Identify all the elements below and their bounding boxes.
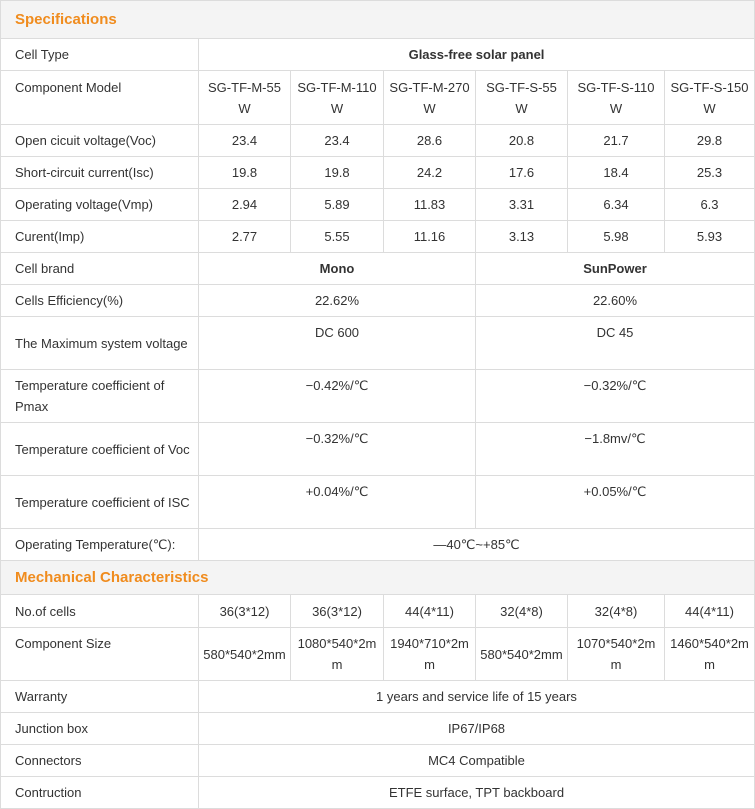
row-cell-type <box>1 39 755 71</box>
temp-voc-cell: −1.8mv/℃ <box>476 423 755 476</box>
row-component-model <box>1 71 755 125</box>
voc-cell: 23.4 <box>291 125 384 157</box>
row-label: Component Size <box>1 628 199 681</box>
row-imp <box>1 221 755 253</box>
row-temp-voc <box>1 423 755 476</box>
cells-cell: 44(4*11) <box>665 595 755 628</box>
efficiency-cell: 22.60% <box>476 285 755 317</box>
row-warranty <box>1 681 755 713</box>
model-cell: SG-TF-S-110W <box>568 71 665 125</box>
vmp-cell: 2.94 <box>199 189 291 221</box>
row-label: Cell Type <box>1 39 199 71</box>
section-header-mechanical <box>1 561 755 595</box>
temp-pmax-cell: −0.42%/℃ <box>199 370 476 423</box>
model-cell: SG-TF-S-55W <box>476 71 568 125</box>
row-cells <box>1 595 755 628</box>
row-isc <box>1 157 755 189</box>
cells-cell: 44(4*11) <box>384 595 476 628</box>
row-temp-pmax <box>1 370 755 423</box>
imp-cell: 5.98 <box>568 221 665 253</box>
temp-isc-cell: +0.04%/℃ <box>199 476 476 529</box>
row-max-voltage <box>1 317 755 370</box>
row-label: Temperature coefficient of Pmax <box>1 370 199 423</box>
cell-brand-mono: Mono <box>199 253 476 285</box>
size-cell: 1940*710*2mm <box>384 628 476 681</box>
efficiency-cell: 22.62% <box>199 285 476 317</box>
voc-cell: 29.8 <box>665 125 755 157</box>
row-label: Component Model <box>1 71 199 125</box>
row-junction-box <box>1 713 755 745</box>
temp-voc-cell: −0.32%/℃ <box>199 423 476 476</box>
row-label: No.of cells <box>1 595 199 628</box>
row-label: Open cicuit voltage(Voc) <box>1 125 199 157</box>
row-label: Operating Temperature(℃): <box>1 529 199 561</box>
cells-cell: 32(4*8) <box>476 595 568 628</box>
vmp-cell: 11.83 <box>384 189 476 221</box>
row-label: The Maximum system voltage <box>1 317 199 370</box>
vmp-cell: 6.34 <box>568 189 665 221</box>
row-label: Operating voltage(Vmp) <box>1 189 199 221</box>
voc-cell: 28.6 <box>384 125 476 157</box>
row-label: Short-circuit current(Isc) <box>1 157 199 189</box>
size-cell: 580*540*2mm <box>476 628 568 681</box>
voc-cell: 21.7 <box>568 125 665 157</box>
imp-cell: 5.93 <box>665 221 755 253</box>
cell-type-value: Glass-free solar panel <box>199 39 755 71</box>
row-voc <box>1 125 755 157</box>
max-voltage-cell: DC 45 <box>476 317 755 370</box>
model-cell: SG-TF-S-150W <box>665 71 755 125</box>
contruction-value: ETFE surface, TPT backboard <box>199 777 755 809</box>
imp-cell: 3.13 <box>476 221 568 253</box>
size-cell: 1070*540*2mm <box>568 628 665 681</box>
row-efficiency <box>1 285 755 317</box>
imp-cell: 5.55 <box>291 221 384 253</box>
model-cell: SG-TF-M-55W <box>199 71 291 125</box>
row-label: Cell brand <box>1 253 199 285</box>
voc-cell: 20.8 <box>476 125 568 157</box>
row-label: Curent(Imp) <box>1 221 199 253</box>
row-contruction <box>1 777 755 809</box>
size-cell: 580*540*2mm <box>199 628 291 681</box>
junction-value: IP67/IP68 <box>199 713 755 745</box>
isc-cell: 17.6 <box>476 157 568 189</box>
imp-cell: 11.16 <box>384 221 476 253</box>
section-header-specifications <box>1 1 755 39</box>
max-voltage-cell: DC 600 <box>199 317 476 370</box>
connectors-value: MC4 Compatible <box>199 745 755 777</box>
model-cell: SG-TF-M-270W <box>384 71 476 125</box>
row-label: Connectors <box>1 745 199 777</box>
op-temp-value: —40℃~+85℃ <box>199 529 755 561</box>
isc-cell: 25.3 <box>665 157 755 189</box>
row-component-size <box>1 628 755 681</box>
imp-cell: 2.77 <box>199 221 291 253</box>
model-cell: SG-TF-M-110W <box>291 71 384 125</box>
warranty-value: 1 years and service life of 15 years <box>199 681 755 713</box>
row-label: Temperature coefficient of ISC <box>1 476 199 529</box>
isc-cell: 19.8 <box>291 157 384 189</box>
row-connectors <box>1 745 755 777</box>
isc-cell: 19.8 <box>199 157 291 189</box>
size-cell: 1080*540*2mm <box>291 628 384 681</box>
row-cell-brand <box>1 253 755 285</box>
row-label: Contruction <box>1 777 199 809</box>
row-label: Warranty <box>1 681 199 713</box>
size-cell: 1460*540*2mm <box>665 628 755 681</box>
cells-cell: 36(3*12) <box>199 595 291 628</box>
row-op-temp <box>1 529 755 561</box>
section-title: Mechanical Characteristics <box>1 561 755 595</box>
cells-cell: 36(3*12) <box>291 595 384 628</box>
row-label: Junction box <box>1 713 199 745</box>
row-temp-isc <box>1 476 755 529</box>
isc-cell: 18.4 <box>568 157 665 189</box>
cell-brand-sunpower: SunPower <box>476 253 755 285</box>
isc-cell: 24.2 <box>384 157 476 189</box>
row-label: Cells Efficiency(%) <box>1 285 199 317</box>
temp-pmax-cell: −0.32%/℃ <box>476 370 755 423</box>
temp-isc-cell: +0.05%/℃ <box>476 476 755 529</box>
voc-cell: 23.4 <box>199 125 291 157</box>
vmp-cell: 6.3 <box>665 189 755 221</box>
cells-cell: 32(4*8) <box>568 595 665 628</box>
section-title: Specifications <box>1 1 755 39</box>
vmp-cell: 3.31 <box>476 189 568 221</box>
row-label: Temperature coefficient of Voc <box>1 423 199 476</box>
row-vmp <box>1 189 755 221</box>
vmp-cell: 5.89 <box>291 189 384 221</box>
